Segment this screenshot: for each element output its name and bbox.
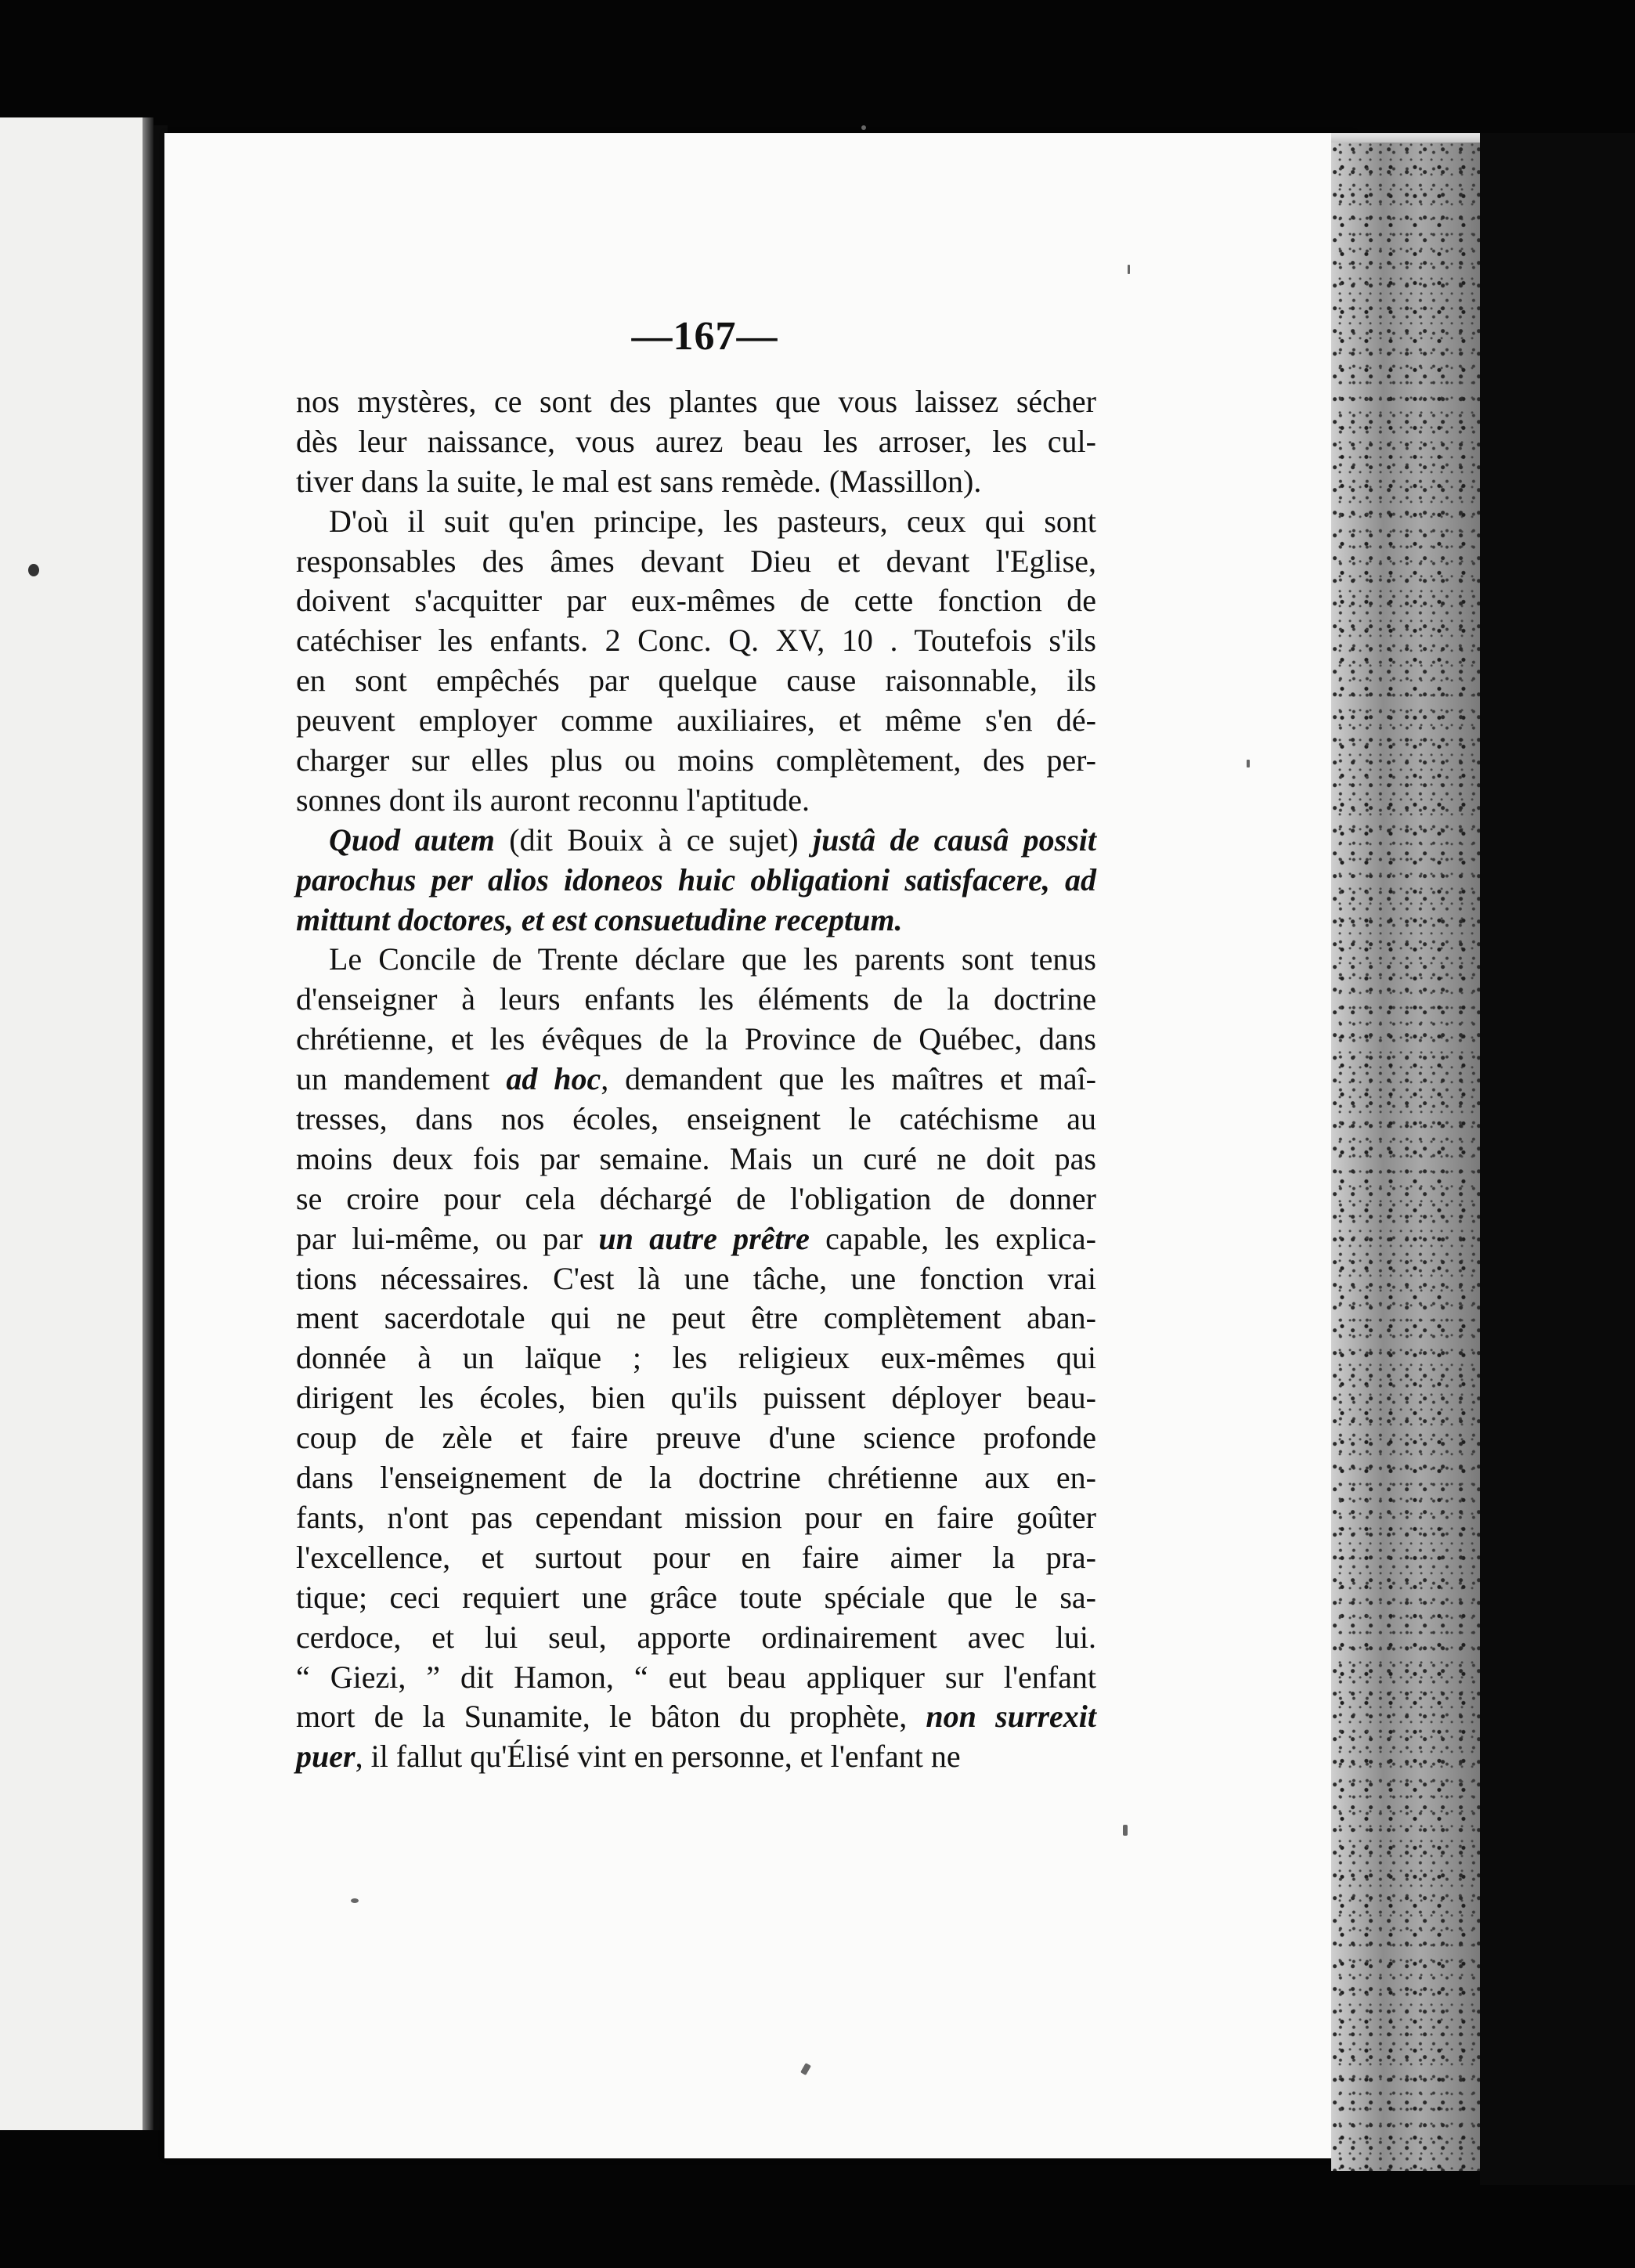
text-line (296, 1378, 1096, 1418)
text-line (296, 1418, 1096, 1458)
text-line (296, 1100, 1096, 1139)
italic-text: Quod autem (329, 822, 495, 858)
text-line (296, 701, 1096, 741)
text-segment: tresses, dans nos écoles, enseignent le catéchisme au (296, 1101, 1096, 1137)
italic-text: un autre prêtre (598, 1220, 810, 1256)
page-text (296, 382, 1096, 1777)
text-segment: coup de zèle et faire preuve d'une science profonde (296, 1420, 1096, 1456)
text-segment: nos mystères, ce sont des plantes que vous laissez sécher (296, 384, 1096, 419)
text-segment: capable, les explica- (809, 1220, 1096, 1256)
text-segment: dès leur naissance, vous aurez beau les arroser, les cul- (296, 423, 1096, 459)
previous-page-edge (0, 117, 143, 2130)
text-line (296, 1538, 1096, 1578)
italic-text: ad hoc (506, 1061, 601, 1097)
text-line (296, 502, 1096, 542)
page-number: —167— (631, 314, 778, 359)
text-line (296, 1219, 1096, 1259)
text-segment: charger sur elles plus ou moins complètement, des per- (296, 742, 1096, 778)
paper-speck (351, 1898, 359, 1903)
text-line (296, 980, 1096, 1020)
text-segment: catéchiser les enfants. 2 Conc. Q. XV, 10 . Toutefois s'ils (296, 623, 1096, 659)
text-segment: tions nécessaires. C'est là une tâche, une fonction vrai (296, 1260, 1096, 1296)
text-line (296, 1298, 1096, 1338)
text-line (296, 1498, 1096, 1538)
text-segment: se croire pour cela déchargé de l'obligation de donner (296, 1180, 1096, 1216)
text-segment: doivent s'acquitter par eux-mêmes de cette fonction de (296, 583, 1096, 619)
text-segment: cerdoce, et lui seul, apporte ordinairement avec lui. (296, 1619, 1096, 1655)
background-right (1480, 133, 1635, 2185)
text-segment: (dit Bouix à ce sujet) (494, 822, 813, 858)
text-segment: D'où il suit qu'en principe, les pasteurs, ceux qui sont (329, 503, 1096, 539)
text-segment: un mandement (296, 1061, 507, 1097)
text-segment: , demandent que les maîtres et maî- (601, 1061, 1097, 1097)
text-line (296, 1658, 1096, 1698)
text-line (296, 422, 1096, 462)
text-line (296, 1139, 1096, 1179)
italic-text: non surrexit (926, 1699, 1097, 1735)
text-segment: responsables des âmes devant Dieu et devant l'Eglise, (296, 543, 1096, 579)
text-line (296, 1338, 1096, 1378)
book-page-edges (1331, 143, 1480, 2171)
ink-spot (28, 564, 39, 576)
text-segment: Le Concile de Trente déclare que les parents sont tenus (329, 941, 1096, 977)
text-line (296, 1697, 1096, 1737)
italic-text: parochus per alios idoneos huic obligationi satisfacere, ad (296, 861, 1096, 897)
text-line (296, 901, 1096, 941)
text-segment: par lui-même, ou par (296, 1220, 599, 1256)
text-line (296, 741, 1096, 781)
text-segment: en sont empêchés par quelque cause raisonnable, ils (296, 663, 1096, 699)
text-segment: sonnes dont ils auront reconnu l'aptitude. (296, 782, 810, 818)
text-segment: chrétienne, et les évêques de la Province de Québec, dans (296, 1021, 1096, 1057)
text-line (296, 1578, 1096, 1618)
text-line (296, 462, 1096, 502)
text-segment: ment sacerdotale qui ne peut être complètement aban- (296, 1300, 1096, 1336)
text-segment: l'excellence, et surtout pour en faire aimer la pra- (296, 1539, 1096, 1575)
text-line (296, 1179, 1096, 1219)
text-segment: mort de la Sunamite, le bâton du prophète, (296, 1699, 926, 1735)
text-line (296, 1618, 1096, 1658)
previous-page-shadow (143, 117, 153, 2130)
text-line (296, 382, 1096, 422)
text-line (296, 1737, 1096, 1777)
text-segment: , il fallut qu'Élisé vint en personne, et l'enfant ne (355, 1739, 961, 1775)
italic-text: mittunt doctores, et est consuetudine receptum. (296, 901, 903, 937)
text-segment: “ Giezi, ” dit Hamon, “ eut beau appliquer sur l'enfant (296, 1659, 1096, 1695)
italic-text: justâ de causâ possit (812, 822, 1097, 858)
text-line (296, 781, 1096, 821)
text-line (296, 1020, 1096, 1060)
text-line (296, 1259, 1096, 1299)
text-segment: dans l'enseignement de la doctrine chrétienne aux en- (296, 1460, 1096, 1496)
text-line (296, 940, 1096, 980)
text-line (296, 542, 1096, 582)
text-line (296, 581, 1096, 621)
paper-speck (800, 2063, 811, 2075)
paper-speck (1128, 265, 1130, 274)
paper-speck (1247, 760, 1250, 767)
text-segment: moins deux fois par semaine. Mais un curé ne doit pas (296, 1140, 1096, 1176)
paper-speck (1123, 1825, 1128, 1836)
text-segment: peuvent employer comme auxiliaires, et même s'en dé- (296, 702, 1096, 739)
text-line (296, 821, 1096, 861)
text-line (296, 621, 1096, 661)
text-segment: donnée à un laïque ; les religieux eux-mêmes qui (296, 1340, 1096, 1376)
text-line (296, 861, 1096, 901)
text-segment: dirigent les écoles, bien qu'ils puissent déployer beau- (296, 1380, 1096, 1416)
text-segment: d'enseigner à leurs enfants les éléments de la doctrine (296, 981, 1096, 1017)
italic-text: puer (296, 1739, 356, 1775)
text-segment: tique; ceci requiert une grâce toute spéciale que le sa- (296, 1579, 1096, 1615)
text-segment: tiver dans la suite, le mal est sans remède. (Massillon). (296, 463, 982, 499)
text-segment: fants, n'ont pas cependant mission pour en faire goûter (296, 1499, 1096, 1535)
text-line (296, 1060, 1096, 1100)
text-line (296, 661, 1096, 701)
text-line (296, 1458, 1096, 1498)
paper-speck (861, 125, 866, 130)
